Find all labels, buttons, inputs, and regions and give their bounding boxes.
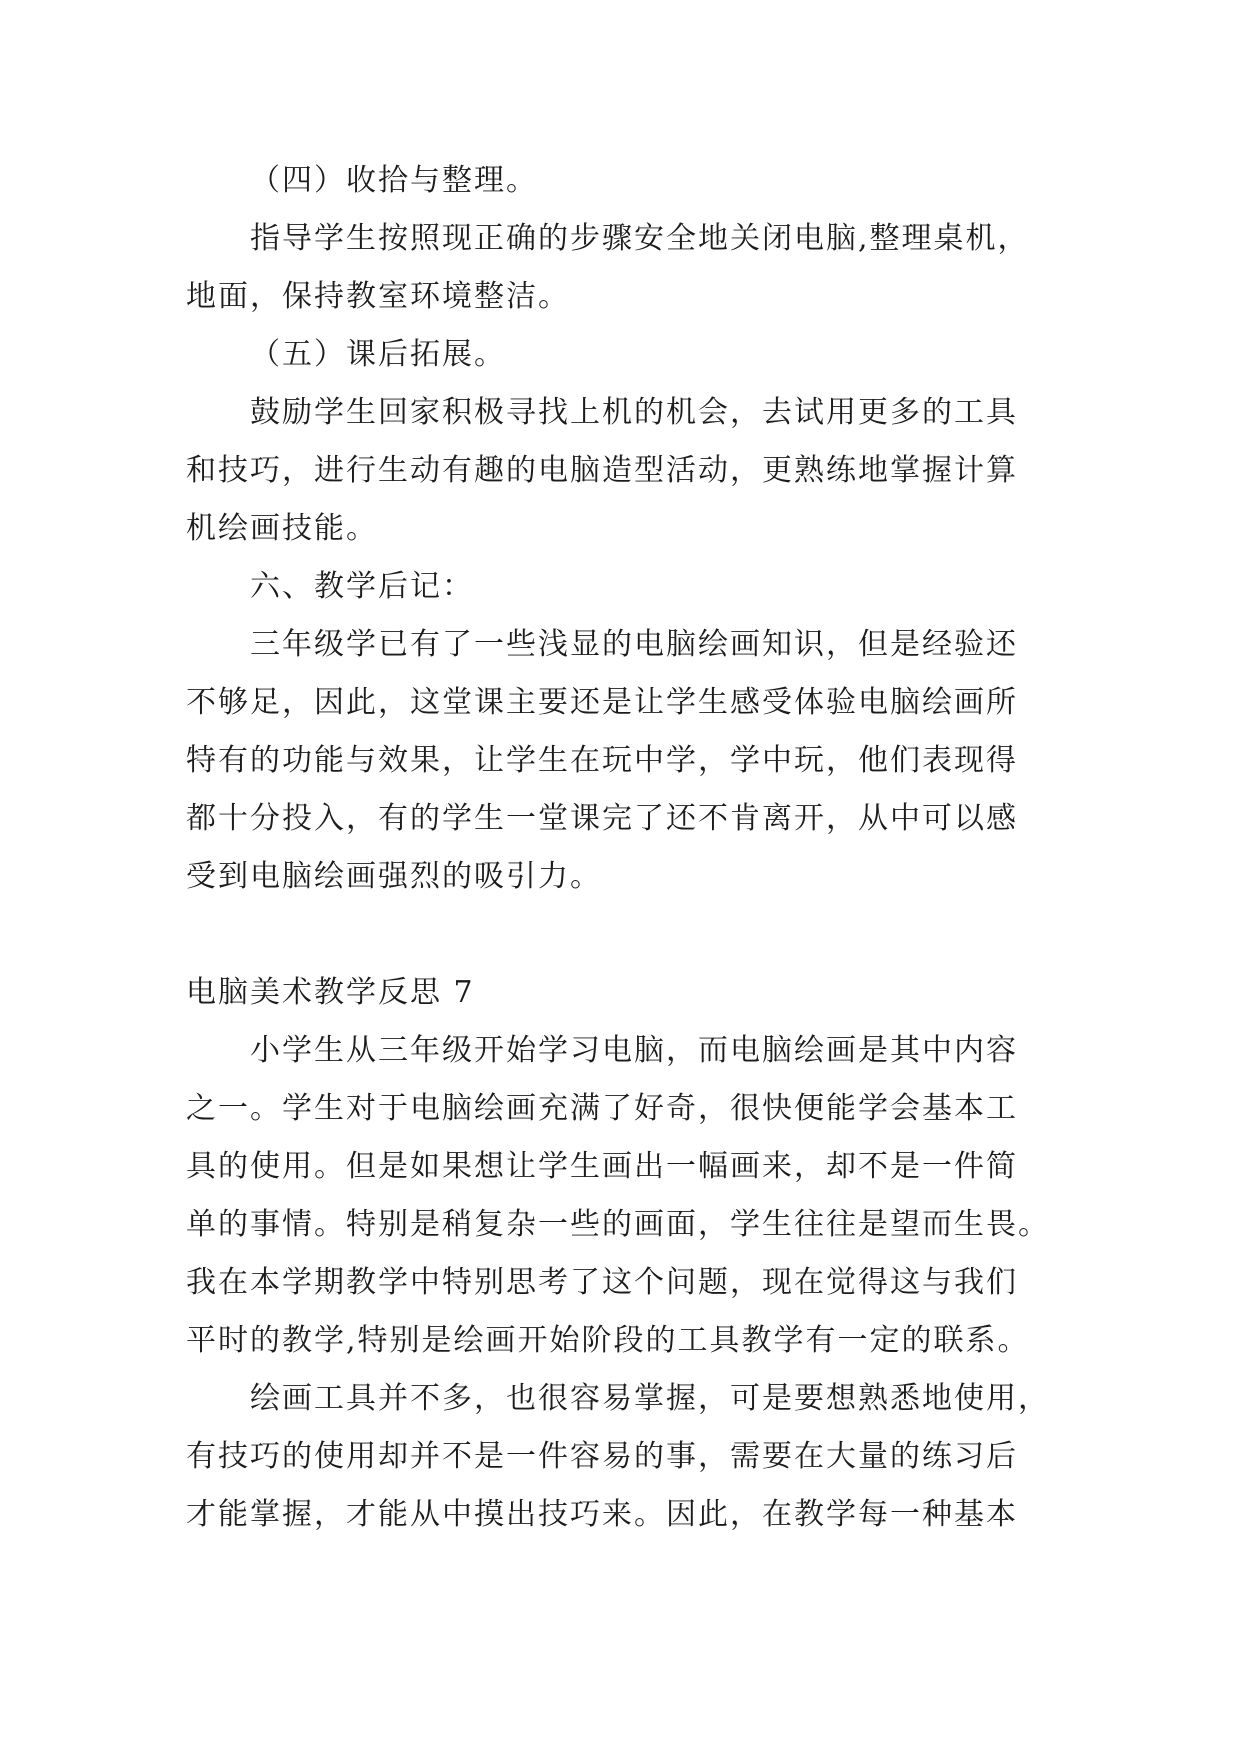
section-five-line: 机绘画技能。: [186, 511, 378, 546]
section-five-line: 和技巧，进行生动有趣的电脑造型活动，更熟练地掌握计算: [186, 453, 1018, 488]
section-five-heading: （五）课后拓展。: [250, 337, 506, 372]
section-spacer: [186, 906, 1066, 964]
section-six-line: 受到电脑绘画强烈的吸引力。: [186, 859, 602, 894]
section-four-line: 指导学生按照现正确的步骤安全地关闭电脑,整理桌机，: [250, 221, 1030, 256]
paragraph-one-line: 平时的教学,特别是绘画开始阶段的工具教学有一定的联系。: [186, 1323, 1030, 1358]
paragraph-two-line: 才能掌握，才能从中摸出技巧来。因此，在教学每一种基本: [186, 1497, 1018, 1532]
section-four-line: 地面，保持教室环境整洁。: [186, 279, 570, 314]
section-six-line: 三年级学已有了一些浅显的电脑绘画知识，但是经验还: [250, 627, 1018, 662]
section-six-heading: 六、教学后记：: [250, 569, 474, 604]
paragraph-one-line: 小学生从三年级开始学习电脑，而电脑绘画是其中内容: [250, 1033, 1018, 1068]
section-five-line: 鼓励学生回家积极寻找上机的机会，去试用更多的工具: [250, 395, 1018, 430]
paragraph-one-line: 单的事情。特别是稍复杂一些的画面，学生往往是望而生畏。: [186, 1207, 1050, 1242]
section-four-heading: （四）收拾与整理。: [250, 163, 538, 198]
section-six-line: 都十分投入，有的学生一堂课完了还不肯离开，从中可以感: [186, 801, 1018, 836]
section-six-line: 特有的功能与效果，让学生在玩中学，学中玩，他们表现得: [186, 743, 1018, 778]
paragraph-one-line: 之一。学生对于电脑绘画充满了好奇，很快便能学会基本工: [186, 1091, 1018, 1126]
paragraph-two-line: 有技巧的使用却并不是一件容易的事，需要在大量的练习后: [186, 1439, 1018, 1474]
paragraph-one-line: 具的使用。但是如果想让学生画出一幅画来，却不是一件简: [186, 1149, 1018, 1184]
section-six-line: 不够足，因此，这堂课主要还是让学生感受体验电脑绘画所: [186, 685, 1018, 720]
paragraph-two-line: 绘画工具并不多，也很容易掌握，可是要想熟悉地使用，: [250, 1381, 1050, 1416]
document-body: [186, 152, 1066, 1544]
paragraph-one-line: 我在本学期教学中特别思考了这个问题，现在觉得这与我们: [186, 1265, 1018, 1300]
essay-title: 电脑美术教学反思 7: [186, 975, 475, 1010]
